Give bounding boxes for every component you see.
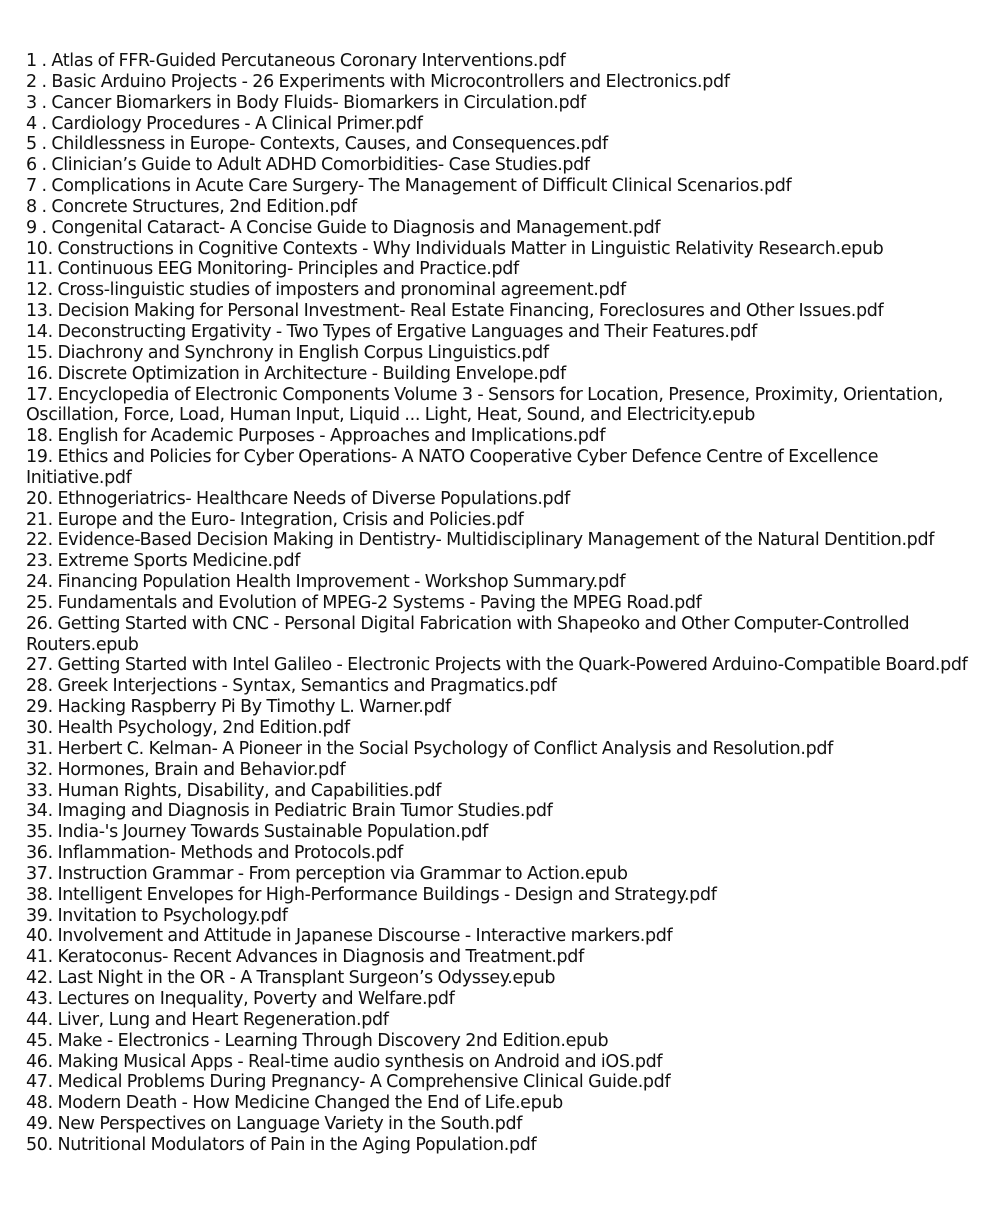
list-item: 45. Make - Electronics - Learning Through Discovery 2nd Edition.epub (26, 1030, 609, 1051)
list-item: 30. Health Psychology, 2nd Edition.pdf (26, 718, 350, 738)
list-item: 34. Imaging and Diagnosis in Pediatric Brain Tumor Studies.pdf (26, 801, 553, 822)
list-item: 19. Ethics and Policies for Cyber Operations- A NATO Cooperative Cyber Defence Centre of Excellence Initiative.pdf (26, 447, 879, 488)
list-item: 21. Europe and the Euro- Integration, Crisis and Policies.pdf (26, 509, 524, 530)
list-item: 13. Decision Making for Personal Investment- Real Estate Financing, Foreclosures and Other Issues.pdf (26, 301, 884, 322)
list-item: 41. Keratoconus- Recent Advances in Diagnosis and Treatment.pdf (26, 947, 584, 968)
list-item: 20. Ethnogeriatrics- Healthcare Needs of Diverse Populations.pdf (26, 488, 570, 509)
list-item: 6 . Clinician’s Guide to Adult ADHD Comorbidities- Case Studies.pdf (26, 155, 590, 176)
file-list (26, 51, 976, 1156)
list-item: 12. Cross-linguistic studies of imposters and pronominal agreement.pdf (26, 280, 626, 301)
list-item: 18. English for Academic Purposes - Approaches and Implications.pdf (26, 426, 606, 447)
list-item: 2 . Basic Arduino Projects - 26 Experiments with Microcontrollers and Electronics.pdf (26, 71, 730, 92)
list-item: 11. Continuous EEG Monitoring- Principles and Practice.pdf (26, 259, 519, 280)
list-item: 38. Intelligent Envelopes for High-Performance Buildings - Design and Strategy.pdf (26, 884, 717, 905)
list-item: 22. Evidence-Based Decision Making in Dentistry- Multidisciplinary Management of the Natural Dentition.pdf (26, 530, 935, 551)
list-item: 26. Getting Started with CNC - Personal Digital Fabrication with Shapeoko and Other Computer-Controlled Routers.epub (26, 613, 910, 655)
list-item: 29. Hacking Raspberry Pi By Timothy L. Warner.pdf (26, 697, 451, 718)
list-item: 10. Constructions in Cognitive Contexts - Why Individuals Matter in Linguistic Relativity Research.epub (26, 238, 884, 259)
list-item: 39. Invitation to Psychology.pdf (26, 905, 288, 926)
list-item: 31. Herbert C. Kelman- A Pioneer in the Social Psychology of Conflict Analysis and Resolution.pdf (26, 738, 833, 759)
list-item: 4 . Cardiology Procedures - A Clinical Primer.pdf (26, 113, 423, 134)
list-item: 25. Fundamentals and Evolution of MPEG-2 Systems - Paving the MPEG Road.pdf (26, 592, 702, 613)
list-item: 47. Medical Problems During Pregnancy- A Comprehensive Clinical Guide.pdf (26, 1072, 671, 1093)
list-item: 50. Nutritional Modulators of Pain in the Aging Population.pdf (26, 1134, 537, 1155)
list-item: 35. India-'s Journey Towards Sustainable Population.pdf (26, 822, 488, 843)
list-item: 36. Inflammation- Methods and Protocols.pdf (26, 843, 403, 864)
list-item: 23. Extreme Sports Medicine.pdf (26, 551, 301, 572)
list-item: 24. Financing Population Health Improvement - Workshop Summary.pdf (26, 572, 626, 593)
list-item: 28. Greek Interjections - Syntax, Semantics and Pragmatics.pdf (26, 676, 557, 697)
list-item: 5 . Childlessness in Europe- Contexts, Causes, and Consequences.pdf (26, 134, 608, 155)
list-item: 16. Discrete Optimization in Architecture - Building Envelope.pdf (26, 363, 566, 384)
list-item: 14. Deconstructing Ergativity - Two Types of Ergative Languages and Their Features.pdf (26, 321, 757, 342)
list-item: 44. Liver, Lung and Heart Regeneration.pdf (26, 1009, 389, 1030)
list-item: 32. Hormones, Brain and Behavior.pdf (26, 759, 346, 780)
list-item: 46. Making Musical Apps - Real-time audio synthesis on Android and iOS.pdf (26, 1051, 663, 1072)
list-item: 8 . Concrete Structures, 2nd Edition.pdf (26, 196, 357, 217)
list-item: 40. Involvement and Attitude in Japanese Discourse - Interactive markers.pdf (26, 926, 673, 947)
list-item: 7 . Complications in Acute Care Surgery- The Management of Difficult Clinical Scenarios.pdf (26, 176, 792, 197)
list-item: 1 . Atlas of FFR-Guided Percutaneous Coronary Interventions.pdf (26, 51, 566, 71)
list-item: 48. Modern Death - How Medicine Changed the End of Life.epub (26, 1093, 563, 1114)
list-item: 9 . Congenital Cataract- A Concise Guide to Diagnosis and Management.pdf (26, 217, 661, 238)
list-item: 43. Lectures on Inequality, Poverty and Welfare.pdf (26, 988, 455, 1009)
list-item: 17. Encyclopedia of Electronic Components Volume 3 - Sensors for Location, Presence, Proximity, Orientation, Oscillation, Force, Load, Human Input, Liquid ... Light, Heat, Sound, and Electricity.epub (26, 384, 944, 426)
list-item: 42. Last Night in the OR - A Transplant Surgeon’s Odyssey.epub (26, 968, 556, 989)
list-item: 37. Instruction Grammar - From perception via Grammar to Action.epub (26, 863, 628, 884)
list-item: 33. Human Rights, Disability, and Capabilities.pdf (26, 780, 442, 801)
list-item: 49. New Perspectives on Language Variety in the South.pdf (26, 1114, 523, 1135)
list-item: 27. Getting Started with Intel Galileo - Electronic Projects with the Quark-Powered Arduino-Compatible Board.pdf (26, 655, 968, 676)
list-item: 15. Diachrony and Synchrony in English Corpus Linguistics.pdf (26, 342, 549, 363)
list-item: 3 . Cancer Biomarkers in Body Fluids- Biomarkers in Circulation.pdf (26, 92, 586, 113)
